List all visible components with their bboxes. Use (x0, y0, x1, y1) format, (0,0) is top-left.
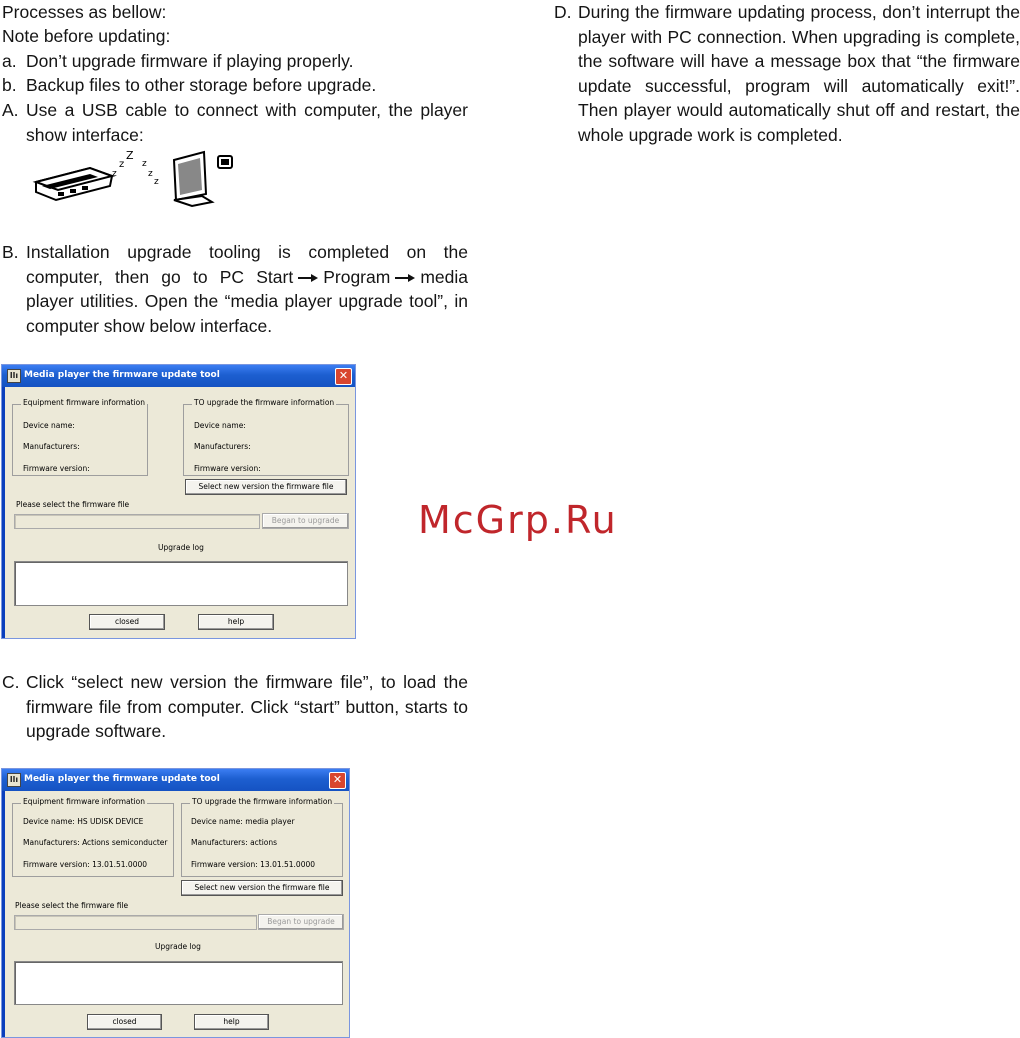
app-icon: llı (7, 369, 21, 383)
upgrade-log-label: Upgrade log (155, 942, 201, 951)
equipment-info-legend: Equipment firmware information (23, 797, 146, 806)
step-d (554, 0, 1020, 147)
dialog-title: Media player the firmware update tool (24, 370, 220, 380)
closed-button[interactable]: closed (87, 1014, 162, 1030)
step-a (2, 98, 468, 147)
upgrade-info-legend: TO upgrade the firmware information (192, 797, 333, 806)
step-c-mark: C. (2, 672, 20, 692)
firmware-update-dialog-filled (1, 768, 350, 1038)
up-manufacturer: Manufacturers: actions (191, 838, 278, 847)
note-a-text: Don’t upgrade firmware if playing properly. (26, 51, 354, 71)
closed-button[interactable]: closed (89, 614, 165, 630)
step-b-text-2: Program (323, 266, 391, 287)
eq-manufacturer: Manufacturers: Actions semiconducter (23, 838, 168, 847)
dialog-titlebar[interactable] (2, 769, 349, 791)
firmware-file-path-field[interactable] (14, 915, 257, 930)
eq-manufacturer: Manufacturers: (23, 442, 80, 451)
close-icon[interactable]: ✕ (329, 772, 346, 789)
intro-line: Processes as bellow: (2, 2, 167, 22)
upgrade-log-label: Upgrade log (158, 543, 204, 552)
step-a-mark: A. (2, 100, 19, 120)
step-a-text: Use a USB cable to connect with computer, the player show interface: (26, 100, 468, 145)
select-firmware-label: Please select the firmware file (16, 500, 130, 509)
computer-monitor-icon (174, 152, 232, 206)
close-icon[interactable]: ✕ (335, 368, 352, 385)
up-manufacturer: Manufacturers: (194, 442, 251, 451)
step-d-mark: D. (554, 2, 572, 22)
note-a-mark: a. (2, 51, 17, 71)
sleep-z-3: Z (126, 150, 134, 162)
note-a (2, 49, 466, 74)
eq-firmware-version: Firmware version: 13.01.51.0000 (23, 860, 148, 869)
player-device-icon (36, 168, 112, 200)
begin-upgrade-button[interactable]: Began to upgrade (258, 914, 344, 930)
up-firmware-version: Firmware version: (194, 464, 261, 473)
up-device-name: Device name: (194, 421, 246, 430)
upgrade-log-box[interactable] (14, 961, 343, 1005)
sleep-z-6: z (154, 177, 159, 187)
firmware-update-dialog-empty (1, 364, 356, 639)
arrow-right-icon (394, 273, 416, 283)
sleep-z-2: z (119, 159, 125, 170)
help-button[interactable]: help (194, 1014, 269, 1030)
up-device-name: Device name: media player (191, 817, 295, 826)
select-firmware-button[interactable]: Select new version the firmware file (185, 479, 347, 495)
firmware-file-path-field[interactable] (14, 514, 260, 529)
equipment-info-legend: Equipment firmware information (23, 398, 146, 407)
up-firmware-version: Firmware version: 13.01.51.0000 (191, 860, 316, 869)
note-b (2, 73, 466, 98)
sleep-z-5: z (148, 169, 153, 179)
sleep-z-4: z (142, 159, 147, 169)
step-b (2, 240, 468, 338)
select-firmware-label: Please select the firmware file (15, 901, 129, 910)
app-icon: llı (7, 773, 21, 787)
step-b-mark: B. (2, 242, 19, 262)
note-b-mark: b. (2, 75, 17, 95)
upgrade-info-legend: TO upgrade the firmware information (194, 398, 335, 407)
step-c-text: Click “select new version the firmware file”, to load the firmware file from computer. Click “start” button, starts to upgrade software. (26, 672, 468, 741)
eq-device-name: Device name: HS UDISK DEVICE (23, 817, 144, 826)
arrow-right-icon (297, 273, 319, 283)
upgrade-log-box[interactable] (14, 561, 348, 606)
sleep-z-1: z (112, 169, 117, 179)
note-heading: Note before updating: (2, 26, 171, 46)
usb-connection-illustration (32, 150, 244, 212)
eq-firmware-version: Firmware version: (23, 464, 90, 473)
note-b-text: Backup files to other storage before upgrade. (26, 75, 377, 95)
step-d-text: During the firmware updating process, don’t interrupt the player with PC connection. When upgrading is complete, the software will have a message box that “the firmware update successful, program will automatically exit!”. Then player would automatically shut off and restart, the whole upgrade work is completed. (578, 2, 1020, 145)
step-b-text-3: media player utilities. Open the “media player upgrade tool”, in computer show below interface. (26, 266, 468, 336)
begin-upgrade-button[interactable]: Began to upgrade (262, 513, 349, 529)
dialog-titlebar[interactable] (2, 365, 355, 387)
help-button[interactable]: help (198, 614, 274, 630)
dialog-title: Media player the firmware update tool (24, 774, 220, 784)
step-b-text-1: Installation upgrade tooling is completed on the computer, then go to PC Start (26, 242, 468, 287)
step-c (2, 670, 468, 744)
watermark: McGrp.Ru (418, 498, 618, 542)
eq-device-name: Device name: (23, 421, 75, 430)
select-firmware-button[interactable]: Select new version the firmware file (181, 880, 343, 896)
